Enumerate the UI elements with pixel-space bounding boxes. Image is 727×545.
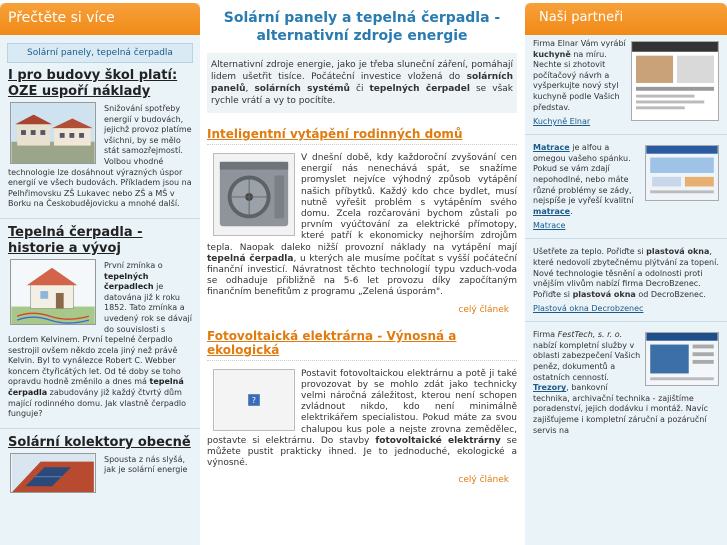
read-more-link[interactable]: celý článek	[458, 475, 509, 486]
left-sidebar-header: Přečtěte si více	[0, 3, 200, 35]
divider	[0, 428, 200, 429]
left-sidebar	[0, 3, 200, 545]
house-diagram-image[interactable]	[10, 259, 96, 325]
article-text: ? Postavit fotovoltaickou elektrárnu a potě ji také provozovat by se mohlo zdát jako technicky velmi náročná záležitost, kterou není schopen zvládnout nikdo, kdo není minimálně elektrikářem specialistou. Pokud máte za svou chalupou kus pole a nejste zrovna zemědělec, postavte si elektrárnu. Do stavby fotovoltaické elektrárny se můžete pustit prakticky ihned. Je to jednoduché, ekologické a výnosné.	[207, 368, 517, 469]
page-title: Solární panely a tepelná čerpadla - alternativní zdroje energie	[223, 10, 501, 44]
intro-paragraph: Alternativní zdroje energie, jako je třeba sluneční záření, pomáhají lidem ušetřit tisíce. Počáteční investice vložená do solárních panelů, solárních systémů či tepelných čerpadel se však rychle vrátí a vy to pocítíte.	[207, 53, 517, 113]
article-text: V dnešní době, kdy každoroční zvyšování cen energií nás nenechává spát, se snažíme promyslet nejvíce výhodný způsob vytápění našich příbytků. Každý kdo chce bydlet, musí nutně vyřešit problém s vytápěním svého domu. Zcela rozčarováni bychom zůstali po prvním vyúčtování za elektrické přímotopy, které patří k ekonomicky nejhorším zdrojům tepla. Naopak daleko nižší provozní náklady na vytápění mají tepelná čerpadla, u kterých ale musíme počítat s vyšší počáteční finanční investicí. Návratnost těchto technologií typu vzduch-voda se odhaduje přibližně na 5-6 let provozu díky započítaným finančním benefitům z programu „Zelená úsporám".	[207, 153, 517, 298]
article-title[interactable]: Fotovoltaická elektrárna - Výnosná a ekologická	[207, 329, 517, 361]
kitchen-site-thumbnail[interactable]	[631, 41, 719, 121]
partners-header: Naši partneři	[525, 3, 727, 35]
category-tag[interactable]: Solární panely, tepelná čerpadla	[7, 43, 193, 63]
partner-link-matrace[interactable]: Matrace	[533, 221, 566, 231]
partner-link-windows[interactable]: Plastová okna Decrobzenec	[533, 304, 644, 314]
read-more-link[interactable]: celý článek	[458, 304, 509, 315]
divider	[525, 321, 727, 322]
divider	[525, 238, 727, 239]
left-article-text: Snižování spotřeby energií v budovách, jejichž provoz platíme všichni, by se mělo stát samozřejmostí. Volbou vhodné technologie lze dosáhnout výrazných úspor energií ve všech budovách. Příkladem jsou na Pelhřimovsku ZŠ Lukavec nebo ZŠ a MŠ v Borku na Českobudějovicku a mnohé další.	[8, 104, 192, 209]
divider	[525, 134, 727, 135]
article-photovoltaic	[207, 329, 517, 486]
left-article-text: Spousta z nás slyšá, jak je solární energie	[104, 454, 188, 475]
mattress-site-thumbnail[interactable]	[645, 145, 719, 201]
safes-site-thumbnail[interactable]	[645, 332, 719, 386]
solar-roof-image[interactable]	[10, 453, 96, 493]
heat-pump-image[interactable]	[213, 153, 295, 236]
partners-sidebar	[525, 3, 727, 545]
left-article-title[interactable]: I pro budovy škol platí: OZE uspoří náklady	[8, 68, 178, 99]
left-article-text: První zmínka o tepelných čerpadlech je datována již k roku 1852. Tato zmínka a uvedený rok se dávají do souvislosti s Lordem Kelvinem. První tepelné čerpadlo sestrojil ovšem někdo zcela jiný než právě Kelvin. Byl to vynálezce Robert C. Webber koncem čtyřicátých let. Od té doby se toho opravdu hodně změnilo a dnes má tepelná čerpadla zabudovány již každý čtvrtý dům mající rodinného domu. Jak vlastně čerpadlo funguje?	[8, 260, 192, 419]
left-article-schools	[0, 68, 200, 210]
left-article-heatpumps	[0, 225, 200, 420]
partner-link-kitchens[interactable]: Kuchyně Elnar	[533, 117, 591, 127]
school-building-image[interactable]	[10, 102, 96, 164]
divider	[0, 218, 200, 219]
left-article-collectors	[0, 435, 200, 476]
partner-text: Firma FestTech, s. r. o. nabízí kompletní služby v oblasti zabezpečení Vašich peněz, dokumentů a ostatních cenností. Trezory, bankovní technika, archivační technika - zajištíme poradenství, jejich dodávku i montáž. Navíc zajišťujeme i kompletní záruční a pozáruční servis na	[533, 330, 708, 435]
broken-image-icon[interactable]	[213, 369, 295, 431]
svg-text:?: ?	[251, 395, 257, 405]
partner-text: Ušetřete za teplo. Pořiďte si plastová okna, které nedovolí zbytečnému plýtvání za topení. Nové technologie těsnění a odolnosti proti vnějším vlivům nabízí firma DecroBzenec. Pořiďte si plastová okna od DecroBzenec.	[533, 247, 719, 299]
partner-okna	[525, 247, 727, 313]
article-heating	[207, 127, 517, 315]
partner-matrace	[525, 143, 727, 230]
partner-festtech	[525, 330, 727, 436]
left-article-title[interactable]: Tepelná čerpadla - historie a vývoj	[8, 224, 143, 256]
partner-text: Firma Elnar Vám vyrábí kuchyně na míru. Nechte si zhotovit počítačový návrh a vyšperkujte nový styl kuchyně podle Vašich představ.	[533, 39, 626, 112]
partner-elnar	[525, 39, 727, 126]
partner-text: Matrace je alfou a omegou vašeho spánku. Pokud se vám zdají nepohodlné, nebo máte různé problémy se zády, nejspíše je vyřeší kvalitní matrace.	[533, 143, 634, 216]
article-title[interactable]: Inteligentní vytápění rodinných domů	[207, 127, 517, 145]
main-content	[207, 3, 517, 545]
left-article-title[interactable]: Solární kolektory obecně	[8, 434, 191, 450]
